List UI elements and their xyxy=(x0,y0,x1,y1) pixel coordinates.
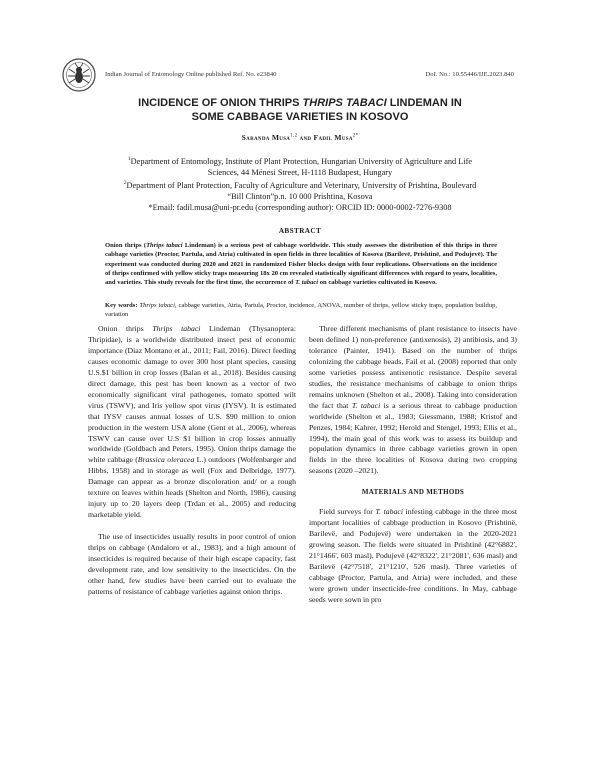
methods-paragraph-1 xyxy=(309,507,517,606)
abstract-text-2: Lindeman) is a serious pest of cabbage worldwide. This study assesses the distribution of this thrips in three cabbage varieties (Proctor, Partula, and Atria) cultivated in open fields in three localities of Kosova (Barilevë, Prishtinë, and Podujevë). The experiment was conducted during 2020 and 2021 in randomized Fisher blocks design with four replications. Observations on the incidence of thrips confirmed with yellow sticky traps measuring 18x 20 cm revealed statistically significant differences with regard to years, localities, and varieties. This study reveals for the first time, the occurrence of xyxy=(105,242,497,287)
author-1: Saranda Musa xyxy=(241,133,291,142)
paper-title xyxy=(60,96,540,124)
corresponding-email: *Email: fadil.musa@uni-pr.edu (corresponding author): ORCID ID: 0000-0002-7276-9308 xyxy=(148,203,452,213)
author-1-affil: 1,2 xyxy=(290,133,298,139)
abstract-species-2: T. tabaci xyxy=(295,279,319,287)
title-part-2: LINDEMAN IN xyxy=(386,97,462,109)
text-run: Field surveys for xyxy=(319,507,376,517)
text-run: L.) outdoors (Wolfenbarger and Hibbs, 1958) and in storage as well (Fox and Delbridge, 1977). Damage can appear as a bronze discoloration and/ or a rough texture on leaves within heads (Shelton and North, 1986), causing injury up to 20 layers deep (Trdan et al., 2005) and reducing marketable yield. xyxy=(88,455,296,520)
keywords xyxy=(105,301,497,320)
title-species: THRIPS TABACI xyxy=(302,97,387,109)
journal-seal-icon xyxy=(62,58,96,92)
affil-1-num: 1 xyxy=(127,156,131,162)
text-run: Lindeman (Thysanoptera: Thripidae), is a worldwide distributed insect pest of economic importance (Diaz Montano et al., 2011; Fail, 2016). Direct feeding causes economic damage to over 300 host plant species, causing U.S.$1 billion in crop losses (Balan et al., 2018). Besides causing direct damage, this pest has been known as a vector of two economically significant viral pathogenes, tomato spotted wilt virus (TSWV), and Iris yellow spot virus (IYSV). It is estimated that IYSV causes annual losses of U.S. $90 million to onion production in the western USA alone (Gent et al., 2006), whereas TSWV can cause over U.S $1 billion in crop losses annually worldwide (Goldbach and Peters, 1995). Onion thrips damage the white cabbage ( xyxy=(88,324,296,465)
journal-reference: Indian Journal of Entomology Online published Ref. No. e23840 xyxy=(105,71,277,78)
intro-paragraph-2: The use of insecticides usually results in poor control of onion thrips on cabbage (Andaloro et al., 1983), and a high amount of insecticides is required because of their high escape capacity, fast development rate, and low sensitivity to the insecticides. On the other hand, few studies have been carried out to evaluate the patterns of resistance of cabbage varieties against onion thrips. xyxy=(88,532,296,596)
abstract-text-3: on cabbage varieties cultivated in Kosovo. xyxy=(318,279,437,287)
author-2-affil: 2* xyxy=(352,133,359,139)
abstract-text-1: Onion thrips ( xyxy=(105,242,147,249)
abstract-species-1: Thrips tabaci xyxy=(146,242,183,249)
text-run: infesting cabbage in the three most important localities of cabbage production in Kosovo (Prishtinë, Barilevë, and Podujevë) were undertaken in the 2020-2021 growing season. The fields were situated in Prishtinë (42°6882', 21°1466', 603 masl), Podujevë (42°8322', 21°2081', 636 masl) and Barilevë (42°7518', 21°1210', 526 masl). Three varieties of cabbage (Proctor, Partula, and Atria) were included, and these were grown under insecticide-free conditions. In May, cabbage seeds were sown in pro xyxy=(309,507,517,604)
author-and: and xyxy=(297,133,314,142)
author-list xyxy=(60,133,540,142)
title-part-1: INCIDENCE OF ONION THRIPS xyxy=(138,97,303,109)
doi: DoI. No.: 10.55446/IJE.2023.840 xyxy=(425,71,514,78)
abstract-heading: ABSTRACT xyxy=(278,227,322,235)
affiliation-1: Department of Entomology, Institute of Plant Protection, Hungarian University of Agriculture and Life Sciences, 44 Ménesi Street, H-1118 Budapest, Hungary xyxy=(130,156,473,177)
text-run: Three different mechanisms of plant resistance to insects have been defined 1) non-preference (antixenosis), 2) antibiosis, and 3) tolerance (Painter, 1941). Based on the number of thrips colonizing the cabbage heads, Fail et al. (2008) reported that only some varieties possess antixenotic resistance. Despite several studies, the resistance mechanisms of cabbage to onion thrips remains unknown (Shelton et al., 2008). Taking into consideration the fact that xyxy=(309,324,517,410)
keywords-label: Key words: xyxy=(105,302,140,309)
author-2: Fadil Musa xyxy=(313,133,353,142)
species-name: T. tabaci xyxy=(351,400,381,410)
intro-paragraph-1 xyxy=(88,324,296,521)
affil-2-num: 2 xyxy=(123,180,127,187)
text-run: is a serious threat to cabbage production worldwide (Shelton et al., 1983; Giessmann, 1988; Kristof and Penzes, 1984; Kahrer, 1992; Herold and Stengel, 1993; Ellis et al., 1994), the main goal of this work was to assess its buildup and population dynamics in three cabbage varieties grown in open fields in the three localities of Kosova during two cropping seasons (2020 –2021). xyxy=(309,400,518,476)
body-column-left xyxy=(88,324,296,598)
species-name: T. tabaci xyxy=(375,507,403,517)
body-column-right xyxy=(309,324,517,606)
keywords-species: Thrips tabaci xyxy=(139,302,175,309)
affiliations xyxy=(120,154,480,214)
keywords-list: , cabbage varieties, Atria, Partula, Proctor, incidence, ANOVA, number of thrips, yellow sticky traps, population buildup, variation xyxy=(105,302,497,319)
title-line-2: SOME CABBAGE VARIETIES IN KOSOVO xyxy=(191,111,409,123)
intro-paragraph-3 xyxy=(309,324,517,477)
species-name: Brassica oleracea xyxy=(137,455,195,465)
section-heading-methods: MATERIALS AND METHODS xyxy=(361,488,465,497)
affiliation-2: Department of Plant Protection, Faculty of Agriculture and Veterinary, University of Prishtina, Boulevard “Bill Clinton”p.n. 10 000 Prishtina, Kosova xyxy=(126,180,477,202)
species-name: Thrips tabaci xyxy=(152,324,201,333)
abstract-body xyxy=(105,241,497,288)
text-run: Onion thrips xyxy=(98,324,153,333)
